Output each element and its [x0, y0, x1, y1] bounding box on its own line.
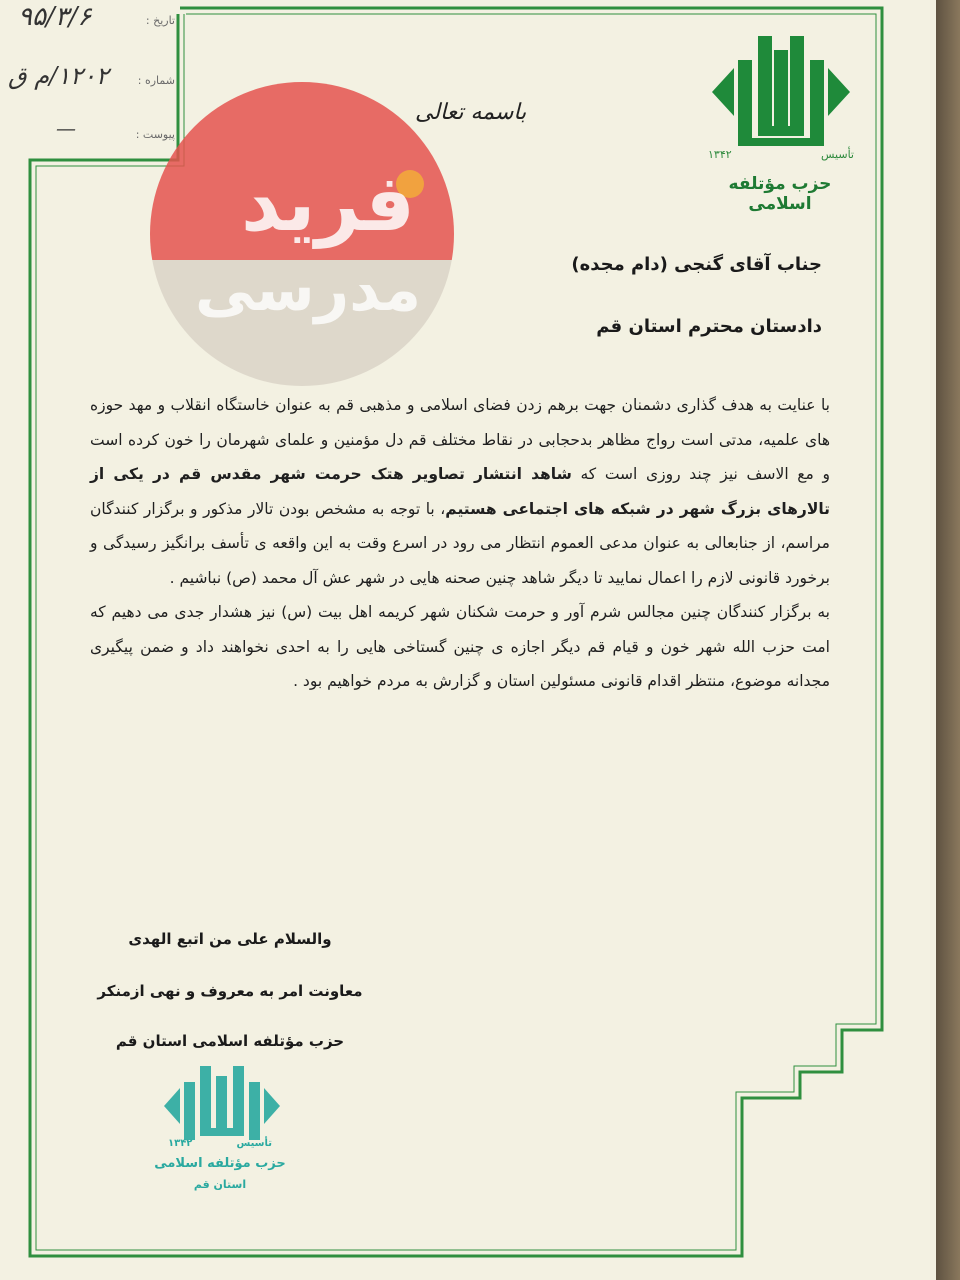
stamp-founded-label: تأسیس: [236, 1138, 272, 1149]
party-logo: [708, 30, 854, 150]
logo-caption: [708, 148, 854, 161]
logo-founded-label: تأسیس: [821, 148, 854, 161]
date-value: ۹۵/۳/۶: [18, 2, 92, 32]
signature-org: حزب مؤتلفه اسلامی استان قم: [115, 1032, 345, 1050]
address-line1: جناب آقای گنجی (دام مجده): [571, 254, 822, 275]
logo-founded-year: ۱۳۴۲: [708, 148, 732, 161]
paragraph-1-bold: شاهد انتشار تصاویر هتک حرمت شهر مقدس قم در یکی از تالارهای بزرگ شهر در شبکه های اجتماعی هستیم: [90, 465, 830, 518]
attachment-value: —: [56, 116, 76, 140]
number-value: ۱۲۰۲/م ق: [8, 62, 109, 90]
stamp-founded: [150, 1138, 290, 1149]
watermark-line2: مدرسی: [194, 255, 422, 325]
paragraph-1-text-end: ، با توجه به مشخص بودن تالار مذکور و برگزار کنندگان مراسم، از جنابعالی به عنوان مدعی العموم انتظار می رود در اسرع وقت به این واقعه ی تأسف برانگیز رسیدگی و برخورد قانونی لازم را اعمال نمایید تا دیگر شاهد چنین صحنه هایی در شهر عش آل محمد (ص) نباشیم .: [90, 499, 830, 587]
attachment-label: پیوست :: [135, 128, 175, 141]
stamp-founded-year: ۱۳۴۲: [168, 1138, 193, 1149]
logo-org-name: حزب مؤتلفه اسلامی: [728, 174, 832, 214]
stamp-province: استان قم: [193, 1178, 247, 1191]
signature-title: معاونت امر به معروف و نهی ازمنکر: [97, 982, 363, 1000]
stamp-logo: [162, 1062, 282, 1142]
bismillah: باسمه تعالی: [415, 100, 527, 125]
watermark-logo: [148, 80, 456, 388]
paragraph-2: به برگزار کنندگان چنین مجالس شرم آور و حرمت شکنان شهر کریمه اهل بیت (س) نیز هشدار جدی می دهیم که امت حزب الله شهر خون و قیام قم دیگر اجازه ی چنین گستاخی هایی را به احدی نخواهند داد و ضمن پیگیری مجدانه موضوع، منتظر اقدام قانونی مسئولین استان و گزارش به مردم خواهیم بود .: [90, 603, 830, 690]
paragraph-1-text: با عنایت به هدف گذاری دشمنان جهت برهم زدن فضای اسلامی و مذهبی قم به عنوان خاستگاه انقلاب و مهد حوزه های علمیه، مدتی است رواج مظاهر بدحجابی در نقاط مختلف قم دل مؤمنین و علمای شهرمان را خون کرده است و مع الاسف نیز چند روزی است که: [90, 396, 830, 483]
date-label: تاریخ :: [145, 14, 175, 27]
address-line2: دادستان محترم استان قم: [596, 316, 822, 337]
paragraph-1: [90, 388, 830, 595]
letter-body: [90, 388, 830, 699]
watermark-line1: فرید: [241, 159, 415, 249]
stamp-org-name: حزب مؤتلفه اسلامی: [154, 1156, 286, 1171]
number-label: شماره :: [137, 74, 175, 87]
signature-salutation: والسلام علی من اتبع الهدی: [128, 930, 332, 948]
page-edge-shadow: [936, 0, 960, 1280]
